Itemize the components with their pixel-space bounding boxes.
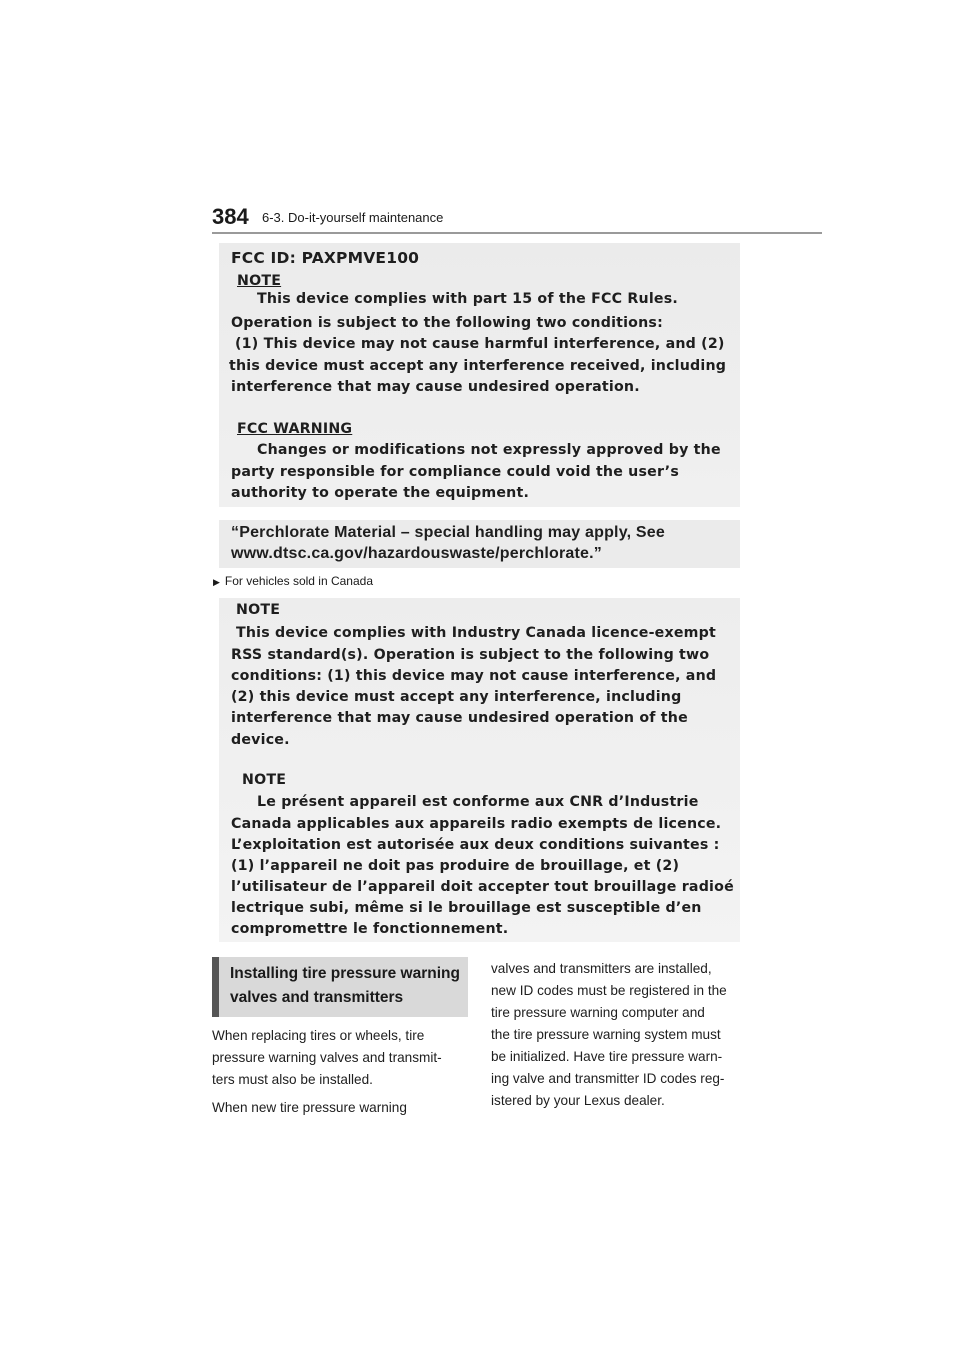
fcc-warning-heading: FCC WARNING <box>237 421 353 437</box>
body-text-line: tire pressure warning computer and <box>491 1005 705 1020</box>
section-heading-line: valves and transmitters <box>230 989 404 1006</box>
canada-note-fr-line: L’exploitation est autorisée aux deux conditions suivantes : <box>231 837 720 853</box>
canada-label-panel <box>219 598 740 942</box>
canada-note-fr-line: (1) l’appareil ne doit pas produire de brouillage, et (2) <box>231 858 680 874</box>
canada-note-fr-line: Canada applicables aux appareils radio exempts de licence. <box>231 816 722 832</box>
canada-intro <box>213 574 373 588</box>
body-text-line: When replacing tires or wheels, tire <box>212 1028 425 1043</box>
canada-note-fr-line: lectrique subi, même si le brouillage est susceptible d’en <box>231 900 702 916</box>
section-heading-line: Installing tire pressure warning <box>230 965 460 982</box>
canada-note-en-line: device. <box>231 732 290 748</box>
fcc-warning-line: party responsible for compliance could void the user’s <box>231 464 679 480</box>
body-text-line: istered by your Lexus dealer. <box>491 1093 665 1108</box>
canada-intro-text: For vehicles sold in Canada <box>224 574 373 588</box>
fcc-warning-line: authority to operate the equipment. <box>231 485 530 501</box>
page-number: 384 <box>212 204 249 229</box>
body-text-line: new ID codes must be registered in the <box>491 983 727 998</box>
body-text-line: be initialized. Have tire pressure warn- <box>491 1049 723 1064</box>
triangle-bullet-icon: ▶ <box>213 577 220 587</box>
canada-note-en-line: (2) this device must accept any interference, including <box>231 689 682 705</box>
canada-note-en-line: RSS standard(s). Operation is subject to the following two <box>231 647 710 663</box>
fcc-note-line: (1) This device may not cause harmful interference, and (2) <box>235 336 725 352</box>
perchlorate-line: www.dtsc.ca.gov/hazardouswaste/perchlorate.” <box>231 545 602 562</box>
body-text-line: pressure warning valves and transmit- <box>212 1050 442 1065</box>
canada-note-fr-line: l’utilisateur de l’appareil doit accepter tout brouillage radioé <box>231 879 734 895</box>
fcc-label-panel <box>219 243 740 507</box>
fcc-note-line: Operation is subject to the following two conditions: <box>231 315 663 331</box>
body-text-line: ters must also be installed. <box>212 1072 373 1087</box>
section-title: 6-3. Do-it-yourself maintenance <box>262 210 444 225</box>
canada-note-en-line: conditions: (1) this device may not cause interference, and <box>231 668 717 684</box>
header-divider <box>212 232 822 234</box>
perchlorate-notice-panel <box>219 520 740 568</box>
canada-note-en-line: This device complies with Industry Canada licence-exempt <box>236 625 716 641</box>
fcc-note-line: This device complies with part 15 of the FCC Rules. <box>257 291 678 307</box>
section-heading <box>212 957 468 1017</box>
canada-note-fr-line: compromettre le fonctionnement. <box>231 921 509 937</box>
perchlorate-line: “Perchlorate Material – special handling may apply, See <box>231 524 665 541</box>
canada-note-fr-line: Le présent appareil est conforme aux CNR d’Industrie <box>257 794 699 810</box>
body-text-line: When new tire pressure warning <box>212 1100 407 1115</box>
body-text-line: ing valve and transmitter ID codes reg- <box>491 1071 725 1086</box>
fcc-note-heading: NOTE <box>237 273 282 289</box>
fcc-warning-line: Changes or modifications not expressly approved by the <box>257 442 721 458</box>
fcc-note-line: interference that may cause undesired operation. <box>231 379 640 395</box>
body-text-line: valves and transmitters are installed, <box>491 961 712 976</box>
canada-note-fr-heading: NOTE <box>242 772 287 788</box>
fcc-note-line: this device must accept any interference received, including <box>229 358 727 374</box>
canada-note-en-line: interference that may cause undesired operation of the <box>231 710 688 726</box>
fcc-id: FCC ID: PAXPMVE100 <box>231 249 420 267</box>
body-text-line: the tire pressure warning system must <box>491 1027 721 1042</box>
canada-note-en-heading: NOTE <box>236 602 281 618</box>
